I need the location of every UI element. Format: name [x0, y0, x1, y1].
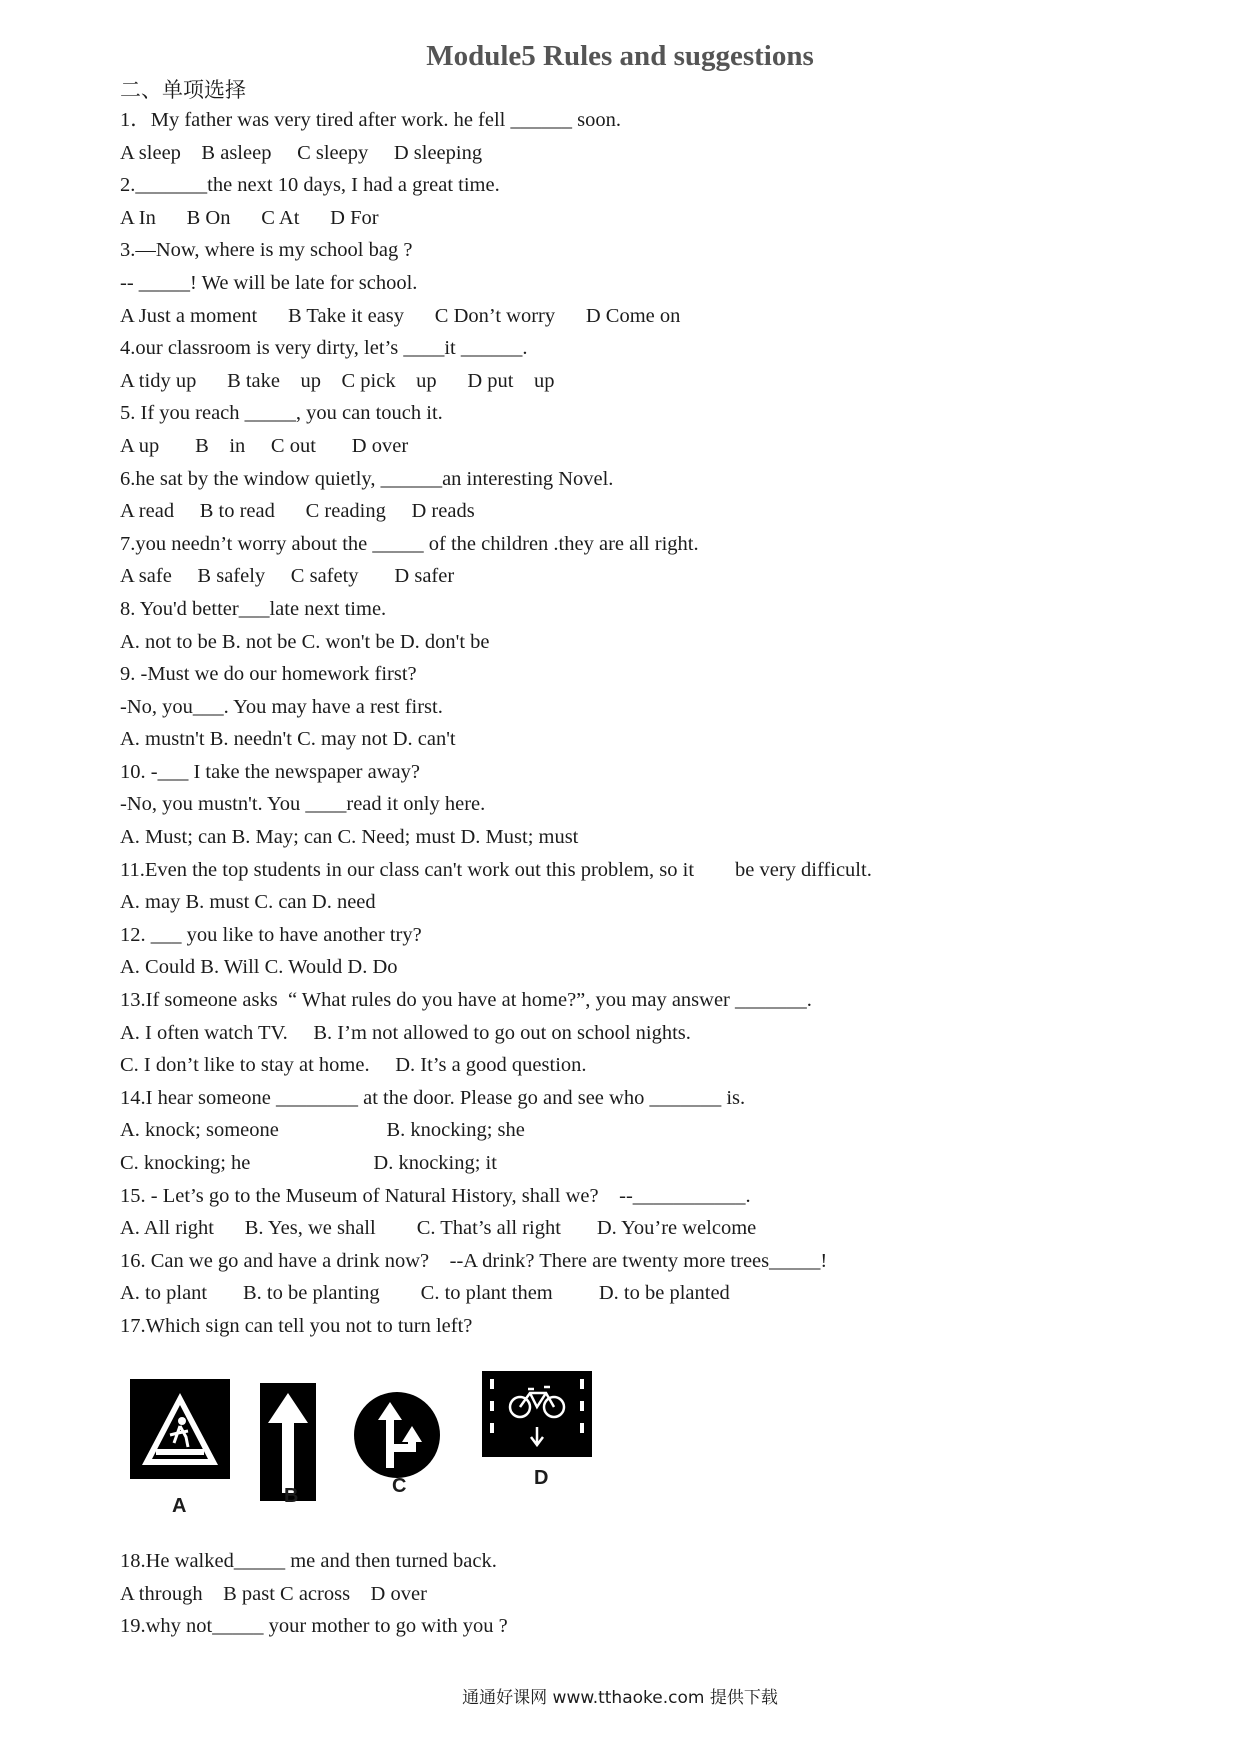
answer-options-line: A through B past C across D over: [120, 1582, 427, 1605]
answer-options-line: A. Could B. Will C. Would D. Do: [120, 956, 398, 979]
question-line: 6.he sat by the window quietly, ______an interesting Novel.: [120, 467, 614, 490]
question-line: 17.Which sign can tell you not to turn left?: [120, 1314, 473, 1337]
answer-options-line: A up B in C out D over: [120, 434, 409, 457]
question-line: 12. ___ you like to have another try?: [120, 923, 422, 946]
answer-options-line: A. I often watch TV. B. I’m not allowed to go out on school nights.: [120, 1021, 691, 1044]
question-line: -No, you mustn't. You ____read it only here.: [120, 793, 486, 816]
question-line: 3.—Now, where is my school bag ?: [120, 239, 413, 262]
question-line: 9. -Must we do our homework first?: [120, 663, 417, 686]
answer-options-line: A. not to be B. not be C. won't be D. don't be: [120, 630, 490, 653]
question-line: 19.why not_____ your mother to go with you ?: [120, 1615, 508, 1638]
sign-label-b: B: [284, 1485, 299, 1507]
answer-options-line: A. mustn't B. needn't C. may not D. can't: [120, 728, 456, 751]
sign-label-c: C: [392, 1475, 407, 1497]
sign-label-a: A: [172, 1495, 187, 1517]
answer-options-line: A safe B safely C safety D safer: [120, 565, 455, 588]
question-lines: [120, 104, 1160, 1343]
question-lines-continued: [120, 1545, 1160, 1643]
straight-arrow-sign-icon: [260, 1383, 316, 1501]
traffic-signs-figure: [120, 1355, 680, 1535]
straight-or-right-sign-icon: [352, 1390, 442, 1480]
answer-options-line: A. All right B. Yes, we shall C. That’s all right D. You’re welcome: [120, 1217, 757, 1240]
answer-options-line: A Just a moment B Take it easy C Don’t worry D Come on: [120, 304, 681, 327]
question-line: 7.you needn’t worry about the _____ of the children .they are all right.: [120, 532, 699, 555]
sign-label-d: D: [534, 1467, 549, 1489]
answer-options-line: A. to plant B. to be planting C. to plant them D. to be planted: [120, 1282, 730, 1305]
page-title: Module5 Rules and suggestions: [426, 40, 814, 72]
footer-credit: 通通好课网 www.tthaoke.com 提供下载: [462, 1688, 778, 1708]
question-line: 14.I hear someone ________ at the door. Please go and see who _______ is.: [120, 1086, 746, 1109]
answer-options-line: A. may B. must C. can D. need: [120, 891, 376, 914]
question-line: 8. You'd better___late next time.: [120, 597, 387, 620]
question-line: 11.Even the top students in our class can't work out this problem, so it be very difficult.: [120, 858, 872, 881]
pedestrian-crossing-sign-icon: [128, 1377, 232, 1481]
question-line: 18.He walked_____ me and then turned back.: [120, 1550, 497, 1572]
section-heading: 二、单项选择: [120, 78, 246, 102]
answer-options-line: C. knocking; he D. knocking; it: [120, 1152, 497, 1174]
answer-options-line: A tidy up B take up C pick up D put up: [120, 369, 555, 392]
answer-options-line: A sleep B asleep C sleepy D sleeping: [120, 141, 483, 164]
bicycle-lane-sign-icon: [482, 1371, 592, 1457]
answer-options-line: A. knock; someone B. knocking; she: [120, 1119, 525, 1142]
answer-options-line: A. Must; can B. May; can C. Need; must D. Must; must: [120, 826, 579, 849]
question-line: 13.If someone asks “ What rules do you have at home?”, you may answer _______.: [120, 989, 812, 1012]
question-line: 16. Can we go and have a drink now? --A drink? There are twenty more trees_____!: [120, 1249, 828, 1272]
question-line: -- _____! We will be late for school.: [120, 271, 418, 294]
question-line: 1．My father was very tired after work. he fell ______ soon.: [120, 109, 621, 131]
question-line: -No, you___. You may have a rest first.: [120, 695, 443, 718]
answer-options-line: A In B On C At D For: [120, 206, 379, 229]
question-line: 5. If you reach _____, you can touch it.: [120, 402, 443, 425]
question-line: 10. -___ I take the newspaper away?: [120, 760, 420, 783]
answer-options-line: A read B to read C reading D reads: [120, 500, 475, 523]
question-line: 15. - Let’s go to the Museum of Natural History, shall we? --___________.: [120, 1184, 751, 1207]
question-line: 4.our classroom is very dirty, let’s ____it ______.: [120, 337, 528, 360]
question-line: 2._______the next 10 days, I had a great time.: [120, 174, 500, 197]
answer-options-line: C. I don’t like to stay at home. D. It’s a good question.: [120, 1054, 587, 1077]
